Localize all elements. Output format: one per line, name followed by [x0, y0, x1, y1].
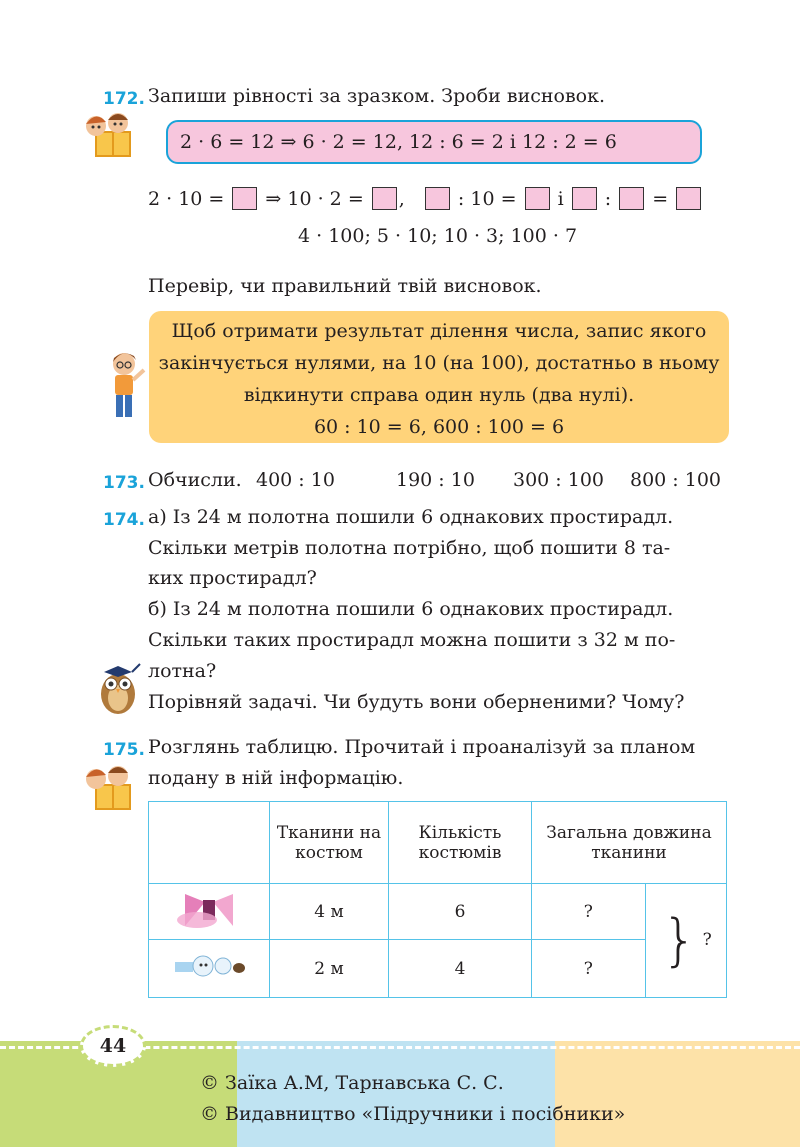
answer-box[interactable]: [619, 187, 644, 210]
expression: 190 : 10: [396, 469, 475, 491]
answer-box[interactable]: [425, 187, 450, 210]
rule-line: Щоб отримати результат ділення числа, запис якого: [171, 320, 707, 342]
total-cell: ?: [532, 940, 646, 998]
eq-part: ⇒ 10 · 2 =: [259, 188, 370, 210]
expression: 400 : 10: [256, 469, 335, 491]
sum-cell: [645, 884, 726, 998]
page-number: 44: [80, 1025, 146, 1067]
brace: }: [661, 908, 698, 973]
task-174-line: лотна?: [148, 660, 217, 682]
task-172-title: Запиши рівності за зразком. Зроби висновок.: [148, 85, 606, 107]
answer-box[interactable]: [676, 187, 701, 210]
eq-part: =: [646, 188, 675, 210]
snowman-costume-icon: [167, 946, 251, 986]
eq-part: ,: [398, 188, 411, 210]
fabric-cell: 4 м: [270, 884, 389, 940]
task-174-line: Скільки таких простирадл можна пошити з 32 м по-: [148, 629, 676, 651]
task-174-line: Скільки метрів полотна потрібно, щоб пошити 8 та-: [148, 537, 671, 559]
equation-line-2: 4 · 100; 5 · 10; 10 · 3; 100 · 7: [298, 225, 578, 247]
task-175-line: Розглянь таблицю. Прочитай і проаналізуй за планом: [148, 736, 696, 758]
table-row: [149, 940, 727, 998]
table-row: [149, 884, 727, 940]
task-174-number: 174.: [103, 510, 145, 530]
footer-band-blue: [237, 1041, 555, 1147]
owl-teacher-icon: [92, 660, 144, 716]
equation-line-1: [148, 187, 703, 210]
task-174-line: б) Із 24 м полотна пошили 6 однакових простирадл.: [148, 598, 674, 620]
dress-costume-icon: [167, 886, 251, 932]
copyright-publisher: © Видавництво «Підручники і посібники»: [200, 1103, 626, 1125]
rule-note: [149, 311, 729, 443]
count-cell: 6: [389, 884, 532, 940]
footer-band-yellow: [555, 1041, 800, 1147]
task-173-label: Обчисли.: [148, 469, 242, 491]
task-175-line: подану в ній інформацію.: [148, 767, 404, 789]
expression: 800 : 100: [630, 469, 722, 491]
sample-equations: 2 · 6 = 12 ⇒ 6 · 2 = 12, 12 : 6 = 2 і 12 : 2 = 6: [166, 120, 702, 164]
task-173-number: 173.: [103, 473, 145, 493]
answer-box[interactable]: [525, 187, 550, 210]
eq-part: : 10 =: [451, 188, 523, 210]
expression: 300 : 100: [513, 469, 605, 491]
copyright-authors: © Заїка А.М, Тарнавська С. С.: [200, 1072, 504, 1094]
task-175-number: 175.: [103, 740, 145, 760]
total-cell: ?: [532, 884, 646, 940]
kids-reading-icon: [82, 765, 140, 811]
rule-line: закінчується нулями, на 10 (на 100), достатньо в ньому: [158, 352, 720, 374]
task-174-question: Порівняй задачі. Чи будуть вони оберненими? Чому?: [148, 691, 685, 713]
answer-box[interactable]: [372, 187, 397, 210]
table-corner: [149, 802, 270, 884]
eq-part: і: [551, 188, 570, 210]
check-instruction: Перевір, чи правильний твій висновок.: [148, 275, 542, 297]
eq-part: 2 · 10 =: [148, 188, 231, 210]
answer-box[interactable]: [572, 187, 597, 210]
dress-costume-image: [149, 884, 270, 940]
eq-part: :: [598, 188, 618, 210]
task-174-line: ких простирадл?: [148, 567, 317, 589]
count-cell: 4: [389, 940, 532, 998]
table-header: Загальна довжина тканини: [532, 802, 727, 884]
table-header: Тканини на костюм: [270, 802, 389, 884]
boy-pointing-icon: [106, 350, 148, 422]
rule-line: 60 : 10 = 6, 600 : 100 = 6: [313, 416, 565, 438]
snowman-costume-image: [149, 940, 270, 998]
fabric-cell: 2 м: [270, 940, 389, 998]
task-172-number: 172.: [103, 89, 145, 109]
sum-value: ?: [702, 930, 712, 950]
answer-box[interactable]: [232, 187, 257, 210]
kids-reading-icon: [82, 110, 140, 158]
table-header: Кількість костюмів: [389, 802, 532, 884]
rule-line: відкинути справа один нуль (два нулі).: [243, 384, 635, 406]
task-174-line: а) Із 24 м полотна пошили 6 однакових простирадл.: [148, 506, 674, 528]
fabric-table: [148, 801, 727, 998]
